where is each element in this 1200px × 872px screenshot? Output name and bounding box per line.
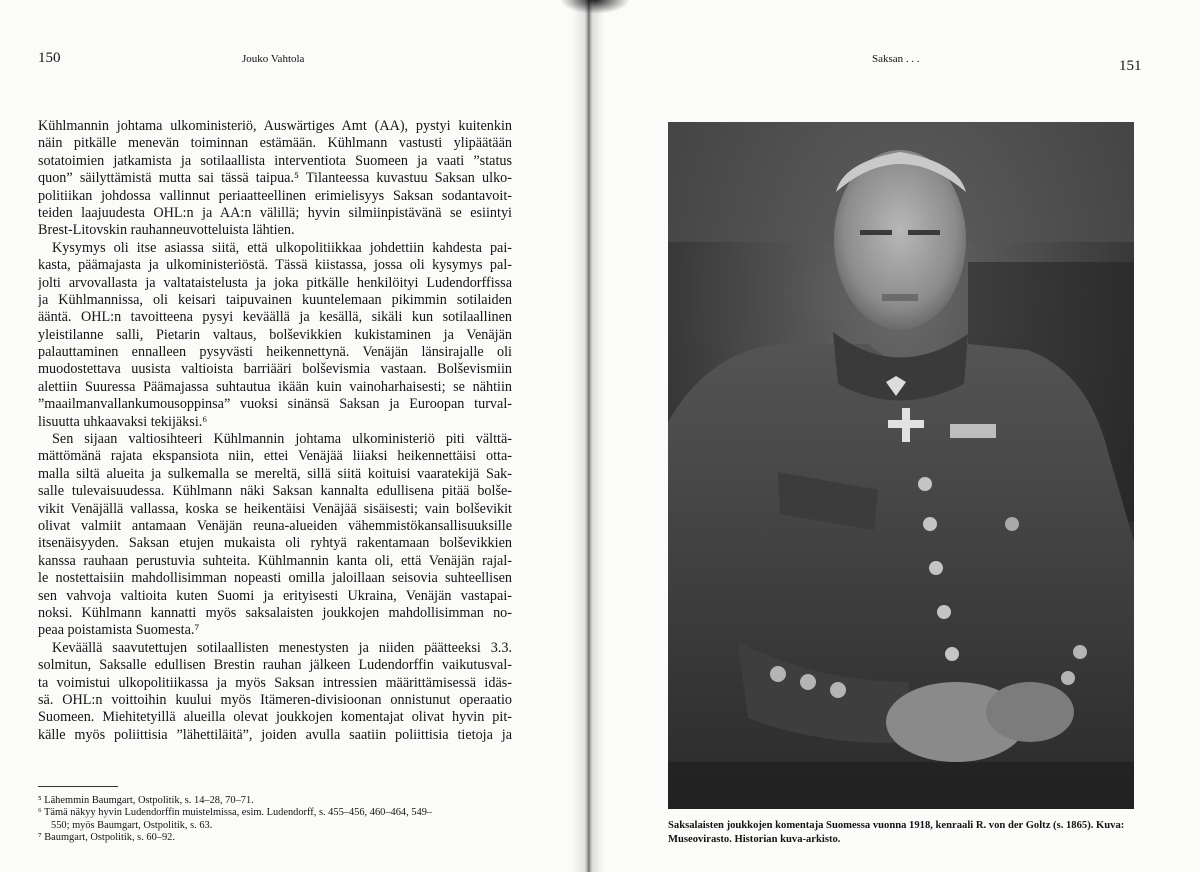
footnote-text: ⁷ Baumgart, Ostpolitik, s. 60–92. (38, 831, 175, 843)
body-line: alettiin Suuressa Päämajassa suhtautua ikään kuin vainoharhaisesti; se nähtiin (38, 378, 512, 395)
body-line: ja Kühlmannissa, oli keisari taipuvainen kuuntelemaan pikimmin sotilaiden (38, 291, 512, 308)
running-head-left: Jouko Vahtola (242, 53, 305, 65)
body-line: källe myös poliittisia ”lähettiläitä”, joiden avulla saatiin poliittisia tietoja ja (38, 726, 512, 743)
footnote-text: ⁶ Tämä näkyy hyvin Ludendorffin muistelmissa, esim. Ludendorff, s. 455–456, 460–464, 549– (38, 807, 433, 819)
footnote (38, 832, 512, 844)
body-line: Suomeen. Miehitetyillä alueilla olevat joukkojen komentajat olivat hyvin pit- (38, 709, 512, 726)
body-line: noksi. Kühlmann kannatti myös saksalaisten joukkojen mahdollisimman no- (38, 604, 512, 621)
footnote-text: 550; myös Baumgart, Ostpolitik, s. 63. (51, 819, 213, 831)
page-number-right: 151 (1119, 58, 1142, 74)
body-line: solmitun, Saksalle edullisen Brestin rauhan jälkeen Ludendorffin vaikutusval- (38, 657, 512, 674)
body-line: palauttaminen ennalleen pysyvästi heikennettynä. Venäjän länsirajalle oli (38, 344, 512, 361)
running-head-right: Saksan . . . (872, 53, 920, 65)
body-line: salle tulevaisuudessa. Kühlmann näki Saksan kannalta edullisena pitää bolše- (38, 483, 512, 500)
body-line: jolti arvovallasta ja valtataistelusta ja joka pitkälle henkilöityi Ludendorffissa (38, 274, 512, 291)
body-line: näin pitkälle menevän toiminnan estämään. Kühlmann vastusti ylipäätään (38, 135, 512, 152)
book-gutter (572, 0, 604, 872)
footnote-rule (38, 786, 118, 787)
body-text (38, 118, 512, 744)
portrait-photo (668, 122, 1134, 809)
body-line: kasta, päämajasta ja ulkoministeriöstä. Tässä kiistassa, jossa oli kysymys pal- (38, 257, 512, 274)
footnote-text: ⁵ Lähemmin Baumgart, Ostpolitik, s. 14–28, 70–71. (38, 795, 254, 806)
body-line: itsenäisyyden. Saksan etujen mukaista oli ryhtyä rakentamaan bolševikkien (38, 535, 512, 552)
page-number-left: 150 (38, 50, 61, 66)
body-line: politiikan johdossa vallinnut periaatteellinen erimielisyys Saksan sodantavoit- (38, 187, 512, 204)
body-line: Kysymys oli itse asiassa siitä, että ulkopolitiikkaa johdettiin kahdesta pai- (52, 239, 512, 256)
body-line: le nostettaisiin mahdollisimman nopeasti omilla jaloillaan seisovia suhteellisen (38, 570, 512, 587)
body-line: kanssa rauhaan perustuvia suhteita. Kühlmannin kanta oli, että Venäjän rajal- (38, 552, 512, 569)
body-line: teiden laajuudesta OHL:n ja AA:n välillä; hyvin silmiinpistävänä se esiintyi (38, 204, 512, 221)
left-page (0, 0, 588, 872)
body-line: sotatoimien jatkamista ja sotilaallista interventiota Suomeen ja vaati ”status (38, 152, 512, 169)
body-line: ”maailmanvallankumousoppinsa” vuoksi sinänsä Saksan ja Euroopan turval- (38, 396, 512, 413)
body-line: Kühlmannin johtama ulkoministeriö, Auswärtiges Amt (AA), pystyi kuitenkin (38, 118, 512, 134)
body-line: sä. OHL:n voittoihin kuului myös Itämeren-divisioonan onnistunut operaatio (38, 691, 512, 708)
body-line: vikit Venäjällä vallassa, koska se heikentäisi Venäjää sisäisesti; vain bolševikit (38, 500, 512, 517)
gutter-top-shadow (560, 0, 630, 14)
body-line: yleistilanne salli, Pietarin valtaus, bolševikkien kukistaminen ja Venäjän (38, 326, 512, 343)
body-line: Brest-Litovskin rauhanneuvotteluista lähtien. (38, 222, 295, 239)
body-line: Keväällä saavutettujen sotilaallisten menestysten ja niiden päätteeksi 3.3. (52, 639, 512, 656)
body-line: ääntä. OHL:n tavoitteena pysyi keväällä ja kesällä, sikäli kun sotilaallinen (38, 309, 512, 326)
portrait-illustration (668, 122, 1134, 809)
body-line: peaa poistamista Suomesta.⁷ (38, 622, 200, 639)
body-line: mättömänä rajata ekspansiota niin, ettei Venäjää liiaksi heikennettäisi otta- (38, 448, 512, 465)
footnote (38, 820, 512, 832)
body-line: Sen sijaan valtiosihteeri Kühlmannin johtama ulkoministeriö piti välttä- (52, 431, 512, 448)
body-line: sen vahvoja valtioita kuten Suomi ja erityisesti Ukraina, Venäjän vastapai- (38, 587, 512, 604)
body-line: ta voimistui ulkopolitiikassa ja myös Saksan intressien määrittämisessä idäs- (38, 674, 512, 691)
photo-caption: Saksalaisten joukkojen komentaja Suomessa vuonna 1918, kenraali R. von der Goltz (s. 1865). Kuva: Museovirasto. Historian kuva-arkisto. (668, 820, 1125, 845)
body-line: quon” säilyttämistä mutta sai tässä taipua.⁵ Tilanteessa kuvastuu Saksan ulko- (38, 170, 512, 187)
body-line: muodostettava uusista valtioista barriääri bolševismia vastaan. Bolševismiin (38, 361, 512, 378)
body-line: malla siltä alueita ja sulkemalla se mereltä, sillä siitä koituisi vaaratekijä Sak- (38, 465, 512, 482)
body-line: lisuutta uhkaavaksi tekijäksi.⁶ (38, 413, 208, 430)
footnote (38, 795, 512, 807)
body-line: olivat valmiit antamaan Venäjän reuna-alueiden vähemmistökansallisuuksille (38, 517, 512, 534)
footnotes (38, 795, 512, 844)
footnote (38, 807, 512, 819)
